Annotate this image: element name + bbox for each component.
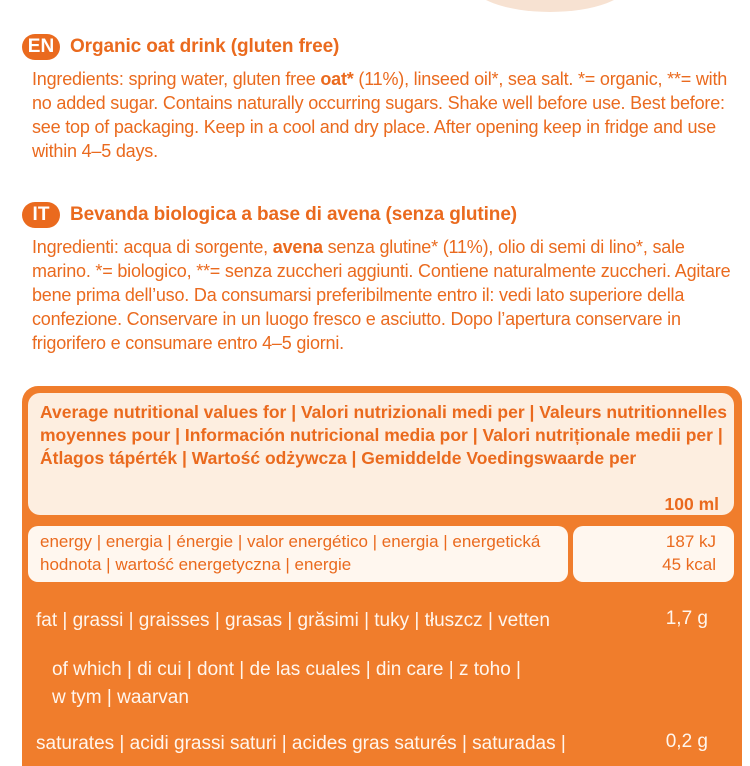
english-title: Organic oat drink (gluten free) bbox=[70, 36, 340, 57]
packaging-edge bbox=[0, 0, 750, 14]
serving-unit: 100 ml bbox=[664, 494, 719, 514]
fat-label: fat | grassi | graisses | grasas | grăsimi | tuky | tłuszcz | vetten bbox=[36, 610, 550, 631]
language-badge-en: EN bbox=[22, 34, 60, 60]
energy-kj: 187 kJ bbox=[665, 532, 716, 551]
saturates-label: saturates | acidi grassi saturi | acides gras saturés | saturadas | bbox=[36, 733, 566, 754]
nutrition-header-text: Average nutritional values for | Valori nutrizionali medi per | Valeurs nutritionnelles moyennes pour | Información nutricional media por | Valori nutriționale medii per | Átlagos tápérték | Wartość odżywcza | Gemiddelde Voedingswaarde per bbox=[40, 402, 727, 468]
of-which-label-line2: w tym | waarvan bbox=[52, 687, 189, 708]
energy-value-cell bbox=[573, 526, 734, 582]
english-section bbox=[22, 32, 742, 163]
saturates-value: 0,2 g bbox=[665, 731, 708, 752]
italian-section bbox=[22, 200, 742, 355]
italian-title: Bevanda biologica a base di avena (senza glutine) bbox=[70, 204, 518, 225]
allergen-avena: avena bbox=[272, 237, 323, 257]
nutrition-header bbox=[28, 393, 734, 515]
language-badge-it: IT bbox=[22, 202, 60, 228]
allergen-oat: oat* bbox=[320, 69, 354, 89]
energy-label: energy | energia | énergie | valor energético | energia | energetická hodnota | wartość energetyczna | energie bbox=[40, 532, 541, 574]
energy-kcal: 45 kcal bbox=[662, 555, 716, 574]
nutrition-table bbox=[22, 386, 742, 766]
italian-ingredients: Ingredienti: acqua di sorgente, avena senza glutine* (11%), olio di semi di lino*, sale marino. *= biologico, **= senza zuccheri aggiunti. Contiene naturalmente zuccheri. Agitare bene prima dell’uso. Da consumarsi preferibilmente entro il: vedi lato superiore della confezione. Conservare in un luogo fresco e asciutto. Dopo l’apertura conservare in frigorifero e consumare entro 4–5 giorni. bbox=[32, 237, 731, 353]
of-which-label-line1: of which | di cui | dont | de las cuales | din care | z toho | bbox=[52, 659, 521, 680]
energy-row bbox=[28, 526, 568, 582]
english-ingredients: Ingredients: spring water, gluten free oat* (11%), linseed oil*, sea salt. *= organic, **= with no added sugar. Contains naturally occurring sugars. Shake well before use. Best before: see top of packaging. Keep in a cool and dry place. After opening keep in fridge and use within 4–5 days. bbox=[32, 69, 728, 161]
fat-value: 1,7 g bbox=[665, 608, 708, 629]
